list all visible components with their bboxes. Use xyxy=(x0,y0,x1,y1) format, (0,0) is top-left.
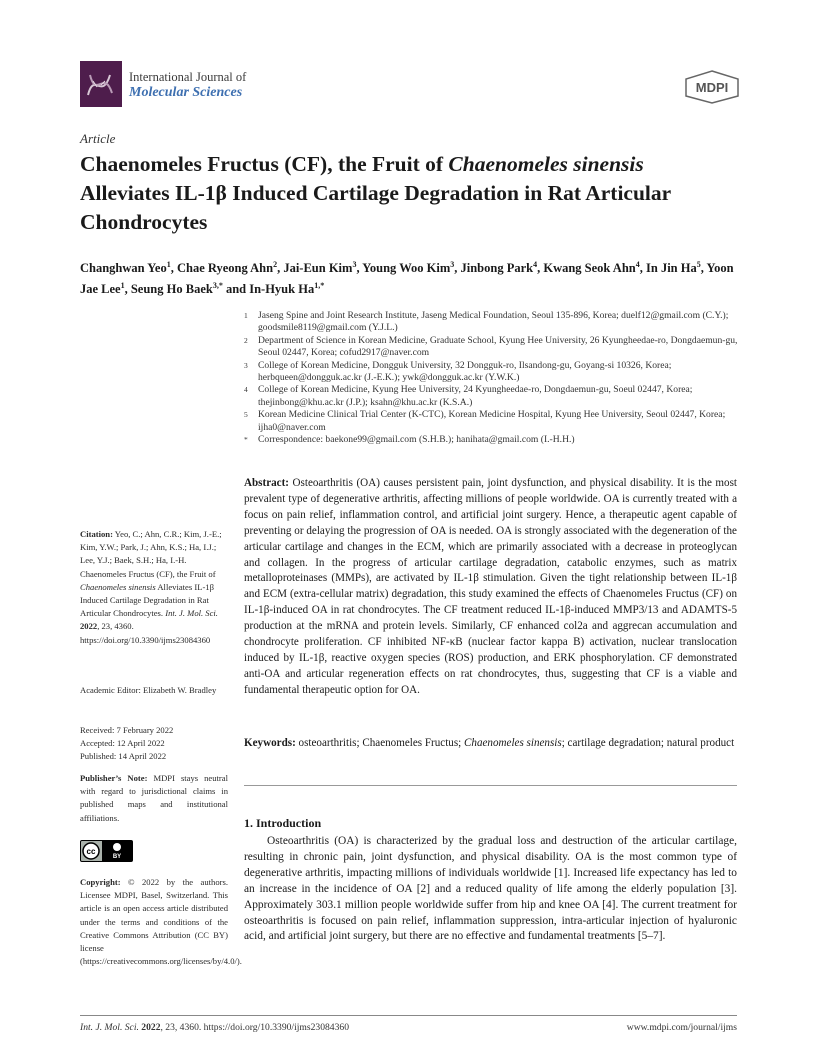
affiliation-text: College of Korean Medicine, Kyung Hee University, 24 Kyungheedae-ro, Dongdaemun-gu, Soeul 02447, Korea; thejinbong@khu.ac.kr (J.P.); ksahn@khu.ac.kr (K.S.A.) xyxy=(258,384,693,408)
abstract xyxy=(244,476,737,699)
svg-text:cc: cc xyxy=(86,847,96,856)
author-affiliation-marker: 4 xyxy=(533,260,538,269)
accepted-date: Accepted: 12 April 2022 xyxy=(80,738,165,749)
author-affiliation-marker: 1,* xyxy=(314,281,325,291)
affiliation-text: Korean Medicine Clinical Trial Center (K-CTC), Korean Medicine Hospital, Kyung Hee University, Seoul 02447, Korea; ijha0@naver.com xyxy=(258,409,726,433)
affiliation-number: 2 xyxy=(244,335,248,345)
affiliation-item xyxy=(244,310,744,335)
footer-year: 2022 xyxy=(141,1022,161,1033)
citation-text2: Alleviates IL-1β Induced Cartilage Degradation in Rat Articular Chondrocytes. xyxy=(80,581,214,619)
author-affiliation-marker: 2 xyxy=(273,260,278,269)
journal-name-line2: Molecular Sciences xyxy=(129,85,243,100)
abstract-text: Osteoarthritis (OA) causes persistent pain, joint dysfunction, and physical disability. It is the most prevalent type of degenerative arthritis, affecting millions of people worldwide. OA is currently treated with a focus on pain relief, inflammation control, and artificial joint surgery. Hence, a therapeutic agent capable of preventing or delaying the progression of OA is needed. OA is strongly associated with the degeneration of the articular cartilage and changes in the ECM, which are primarily associated with a decrease in proteoglycan and collagen. In the progress of articular cartilage degradation, catabolic enzymes, such as matrix metalloproteinases (MMPs), are activated by IL-1β stimulation. Given the tight relationship between IL-1β and ECM (extra-cellular matrix) degradation, this study examined the effects of Chaenomeles Fructus (CF) on IL-1β-induced OA in rat chondrocytes. The CF treatment reduced IL-1β-induced MMP3/13 and ADAMTS-5 production at the mRNA and protein levels. Similarly, CF enhanced col2a and aggrecan accumulation and chondrocyte proliferation. CF inhibited NF-κB (nuclear factor kappa B) activation, nuclear translocation induced by IL-1β, reactive oxygen species (ROS) production, and ERK phosphorylation. CF demonstrated anti-OA and articular regeneration effects on rat chondrocytes, thus, suggesting that CF is a viable and fundamental therapeutic option for OA. xyxy=(244,477,737,696)
affiliation-text: Department of Science in Korean Medicine, Graduate School, Kyung Hee University, 26 Kyungheedae-ro, Dongdaemun-gu, Seoul 02447, Korea; cofud2917@naver.com xyxy=(258,334,738,359)
citation-year: 2022 xyxy=(80,621,98,632)
author-affiliation-marker: 1 xyxy=(120,281,125,291)
publisher-note xyxy=(80,772,228,825)
title-species: Chaenomeles sinensis xyxy=(448,152,644,176)
author-name: In Jin Ha xyxy=(646,261,697,276)
copyright-text: © 2022 by the authors. Licensee MDPI, Basel, Switzerland. This article is an open access article distributed under the terms and conditions of the Creative Commons Attribution (CC BY) license (https://creativecommons.org/licenses/by/4.0/). xyxy=(80,877,242,967)
author-affiliation-marker: 4 xyxy=(635,260,640,269)
author-affiliation-marker: 1 xyxy=(166,260,171,269)
creative-commons-icon[interactable] xyxy=(80,840,133,862)
article-title xyxy=(80,150,750,237)
academic-editor: Academic Editor: Elizabeth W. Bradley xyxy=(80,685,217,695)
author-name: Yoon Jae Lee xyxy=(80,261,734,297)
footer-divider xyxy=(80,1015,737,1016)
citation-block xyxy=(80,528,228,647)
affiliation-text: Jaseng Spine and Joint Research Institute, Jaseng Medical Foundation, Seoul 135-896, Korea; duelf12@gmail.com (C.Y.); goodsmile8119@gmail.com (Y.J.L.) xyxy=(258,310,729,334)
affiliation-item xyxy=(244,335,744,360)
journal-name-line1: International Journal of xyxy=(129,70,247,84)
abstract-label: Abstract: xyxy=(244,477,289,489)
affiliation-number: 3 xyxy=(244,360,248,370)
affiliation-number: * xyxy=(244,435,248,445)
footer-doi[interactable]: , 23, 4360. https://doi.org/10.3390/ijms23084360 xyxy=(160,1022,349,1033)
keywords xyxy=(244,736,737,752)
mdpi-logo-icon xyxy=(684,70,740,104)
author-name: In-Hyuk Ha xyxy=(249,282,315,297)
citation-text1: Yeo, C.; Ahn, C.R.; Kim, J.-E.; Kim, Y.W.; Park, J.; Ahn, K.S.; Ha, I.J.; Lee, Y.J.; Baek, S.H.; Ha, I.-H. Chaenomeles Fructus (CF), the Fruit of xyxy=(80,529,222,579)
affiliation-text: Correspondence: baekone99@gmail.com (S.H.B.); hanihata@gmail.com (I.-H.H.) xyxy=(258,434,575,446)
affiliation-item xyxy=(244,384,744,409)
mdpi-logo-text: MDPI xyxy=(695,80,729,95)
author-name: Seung Ho Baek xyxy=(130,282,213,297)
citation-label: Citation: xyxy=(80,529,113,539)
journal-name xyxy=(129,70,349,101)
section-divider xyxy=(244,785,737,786)
publisher-note-text: MDPI stays neutral with regard to jurisdictional claims in published maps and institutional affiliations. xyxy=(80,773,228,823)
affiliation-item xyxy=(244,360,744,385)
author-name: Kwang Seok Ahn xyxy=(543,261,636,276)
cc-badge-label: BY xyxy=(112,854,122,860)
keywords-label: Keywords: xyxy=(244,737,296,749)
author-affiliation-marker: 5 xyxy=(696,260,701,269)
copyright-notice xyxy=(80,876,242,968)
keywords-part3: ; cartilage degradation; natural product xyxy=(561,737,735,749)
affiliation-item xyxy=(244,434,744,446)
citation-doi[interactable]: , 23, 4360. https://doi.org/10.3390/ijms23084360 xyxy=(80,621,211,645)
publisher-note-label: Publisher’s Note: xyxy=(80,773,148,783)
journal-logo-icon xyxy=(80,61,122,107)
keywords-species: Chaenomeles sinensis xyxy=(464,737,562,749)
author-list: Changhwan Yeo$^1$, Chae Ryeong Ahn$^2$, Jai-Eun Kim$^3$, Young Woo Kim$^3$, Jinbong Park$^4$, Kwang Seok Ahn$^4$, In Jin Ha$^5$, Yoon Jae Lee$^1$, Seung Ho Baek$^{3,*}$ and In-Hyuk $Ha^{1,*}$ xyxy=(80,260,734,297)
author-name: Jinbong Park xyxy=(460,261,534,276)
author-name: Chae Ryeong Ahn xyxy=(176,261,274,276)
author-affiliation-marker: 3,* xyxy=(212,281,223,291)
affiliation-number: 1 xyxy=(244,311,248,320)
citation-species: Chaenomeles sinensis xyxy=(80,581,156,592)
title-part3: Alleviates IL-1β Induced Cartilage Degradation in Rat Articular Chondrocytes xyxy=(80,181,671,234)
copyright-label: Copyright: xyxy=(80,877,121,887)
title-part1: Chaenomeles Fructus (CF), the Fruit of xyxy=(80,152,449,176)
affiliation-number: 4 xyxy=(244,385,248,395)
author-affiliation-marker: 3 xyxy=(352,260,357,269)
footer-website-link[interactable]: www.mdpi.com/journal/ijms xyxy=(626,1022,737,1033)
author-name: Jai-Eun Kim xyxy=(283,261,353,276)
section-heading-introduction: 1. Introduction xyxy=(244,816,322,830)
article-type: Article xyxy=(80,131,116,146)
affiliation-text: College of Korean Medicine, Dongguk University, 32 Dongguk-ro, Ilsandong-gu, Goyang-si 10326, Korea; herbqueen@dongguk.ac.kr (J.-E.K.); ywk@dongguk.ac.kr (Y.W.K.) xyxy=(258,359,672,384)
published-date: Published: 14 April 2022 xyxy=(80,751,167,762)
affiliation-list xyxy=(244,310,744,446)
introduction-paragraph: Osteoarthritis (OA) is characterized by the gradual loss and destruction of the articular cartilage, resulting in chronic pain, joint dysfunction, and physical disability. OA is the most common type of degenerative arthritis, impacting millions of individuals worldwide [1]. Increased life expectancy has led to an increase in the incidence of OA [2] and a reduced quality of life among the elderly population [3]. Approximately 303.1 million people worldwide suffer from hip and knee OA [4]. The current treatment for osteoarthritis is focused on pain relief, inflammation suppression, intra-articular injection of hyaluronic acid, and artificial joint surgery, but there are no effective and fundamental treatments [5–7]. xyxy=(244,835,737,943)
footer-journal: Int. J. Mol. Sci. xyxy=(80,1022,139,1033)
affiliation-item xyxy=(244,409,744,434)
publication-dates xyxy=(80,724,228,764)
received-date: Received: 7 February 2022 xyxy=(80,725,174,735)
author-name: Young Woo Kim xyxy=(362,261,451,276)
footer-citation xyxy=(80,1022,349,1033)
citation-journal: Int. J. Mol. Sci. xyxy=(165,608,218,619)
author-name: Changhwan Yeo xyxy=(80,261,167,276)
affiliation-number: 5 xyxy=(244,410,248,420)
keywords-part1: osteoarthritis; Chaenomeles Fructus; xyxy=(298,737,464,749)
author-affiliation-marker: 3 xyxy=(450,260,455,269)
